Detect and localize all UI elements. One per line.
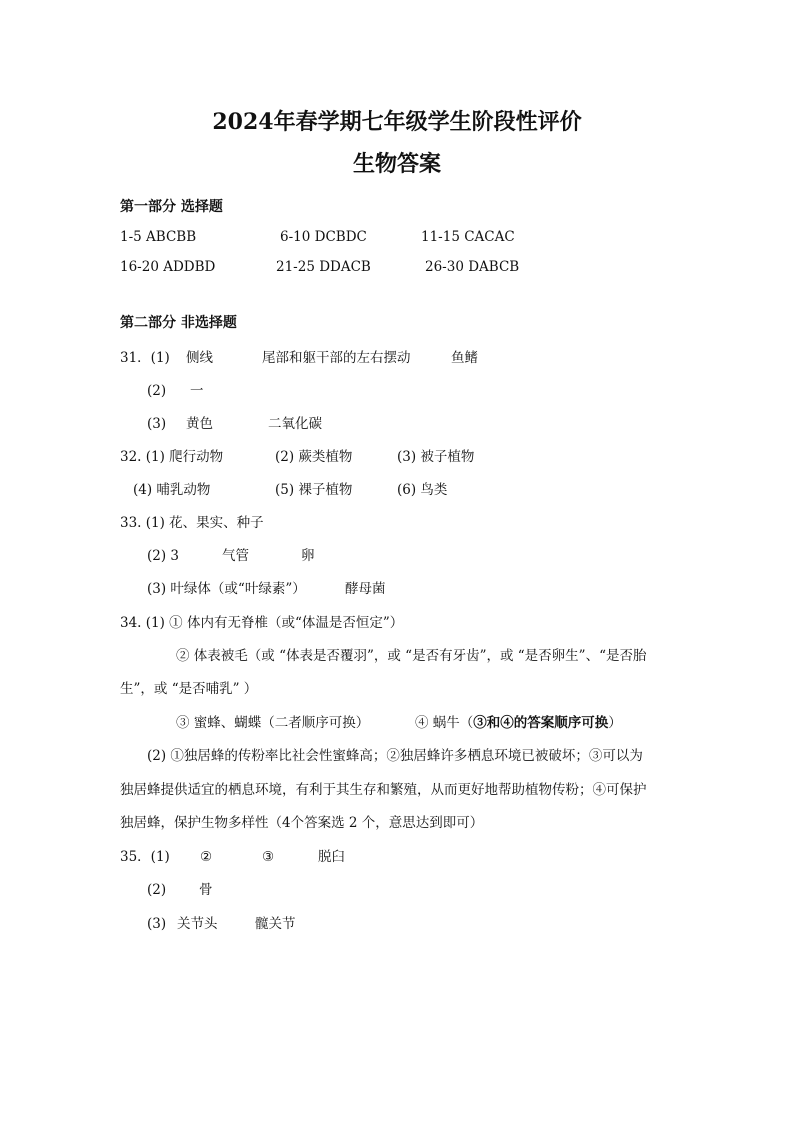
q31-number: 31．(1): [120, 350, 170, 366]
q31-answer: 鱼鳍: [451, 350, 478, 366]
q31-part-label: (2): [147, 383, 167, 399]
q34-answer: 34. (1) ① 体内有无脊椎（或“体温是否恒定”）: [120, 615, 404, 631]
q34-answer: ② 体表被毛（或 “体表是否覆羽”，或 “是否有牙齿”，或 “是否卵生”、“是否胎: [176, 648, 647, 664]
q35-answer: 关节头: [177, 916, 218, 932]
q33-answer: (2) 3: [147, 548, 180, 564]
mc-answer: 11-15 CACAC: [421, 229, 515, 245]
q32-answer: (6) 鸟类: [397, 482, 448, 498]
q33-answer: 酵母菌: [345, 581, 386, 597]
q34-answer: (2) ①独居蜂的传粉率比社会性蜜蜂高；②独居蜂许多栖息环境已被破坏；③可以为: [147, 748, 643, 764]
q34-answer: [415, 714, 622, 732]
q32-answer: (3) 被子植物: [397, 449, 475, 465]
q35-part-label: (2): [147, 882, 167, 898]
q34-answer: 独居蜂提供适宜的栖息环境，有利于其生存和繁殖，从而更好地帮助植物传粉；④可保护: [120, 782, 647, 798]
q33-answer: 气管: [222, 548, 249, 564]
q35-answer: 骨: [199, 882, 213, 898]
mc-answer: 16-20 ADDBD: [120, 259, 216, 275]
q31-answer: 一: [190, 383, 204, 399]
part2-heading: 第二部分 非选择题: [120, 315, 237, 331]
q34-note: ③和④的答案顺序可换: [473, 715, 609, 731]
q32-answer: 32. (1) 爬行动物: [120, 449, 224, 465]
mc-answer: 26-30 DABCB: [425, 259, 520, 275]
q35-answer: ②: [200, 849, 213, 865]
mc-answer: 21-25 DDACB: [276, 259, 371, 275]
q35-part-label: (3): [147, 916, 167, 932]
page-subtitle: 生物答案: [352, 151, 441, 177]
page-title: 2024年春学期七年级学生阶段性评价: [212, 109, 582, 135]
q34-answer-text: ）: [608, 715, 622, 731]
q35-answer: 脱臼: [318, 849, 345, 865]
q31-answer: 尾部和躯干部的左右摆动: [262, 350, 411, 366]
q31-answer: 二氧化碳: [268, 416, 322, 432]
q32-answer: (4) 哺乳动物: [133, 482, 211, 498]
q32-answer: (2) 蕨类植物: [275, 449, 353, 465]
part1-heading: 第一部分 选择题: [120, 199, 223, 215]
q33-answer: (3) 叶绿体（或“叶绿素”）: [147, 581, 306, 597]
q35-answer: 髋关节: [255, 916, 296, 932]
mc-answer: 6-10 DCBDC: [280, 229, 367, 245]
mc-answer: 1-5 ABCBB: [120, 229, 197, 245]
q35-number: 35．(1): [120, 849, 170, 865]
q33-answer: 33. (1) 花、果实、种子: [120, 515, 264, 531]
q34-answer: 生”，或 “是否哺乳” ）: [120, 681, 258, 697]
q34-answer-text: ④ 蜗牛（: [415, 715, 474, 731]
q32-answer: (5) 裸子植物: [275, 482, 353, 498]
q31-answer: 侧线: [186, 350, 213, 366]
q35-answer: ③: [262, 849, 275, 865]
q33-answer: 卵: [301, 548, 315, 564]
q34-answer: ③ 蜜蜂、蝴蝶（二者顺序可换）: [176, 715, 370, 731]
q31-answer: 黄色: [186, 416, 213, 432]
q34-answer: 独居蜂，保护生物多样性（4个答案选 2 个，意思达到即可）: [120, 815, 484, 831]
q31-part-label: (3): [147, 416, 167, 432]
